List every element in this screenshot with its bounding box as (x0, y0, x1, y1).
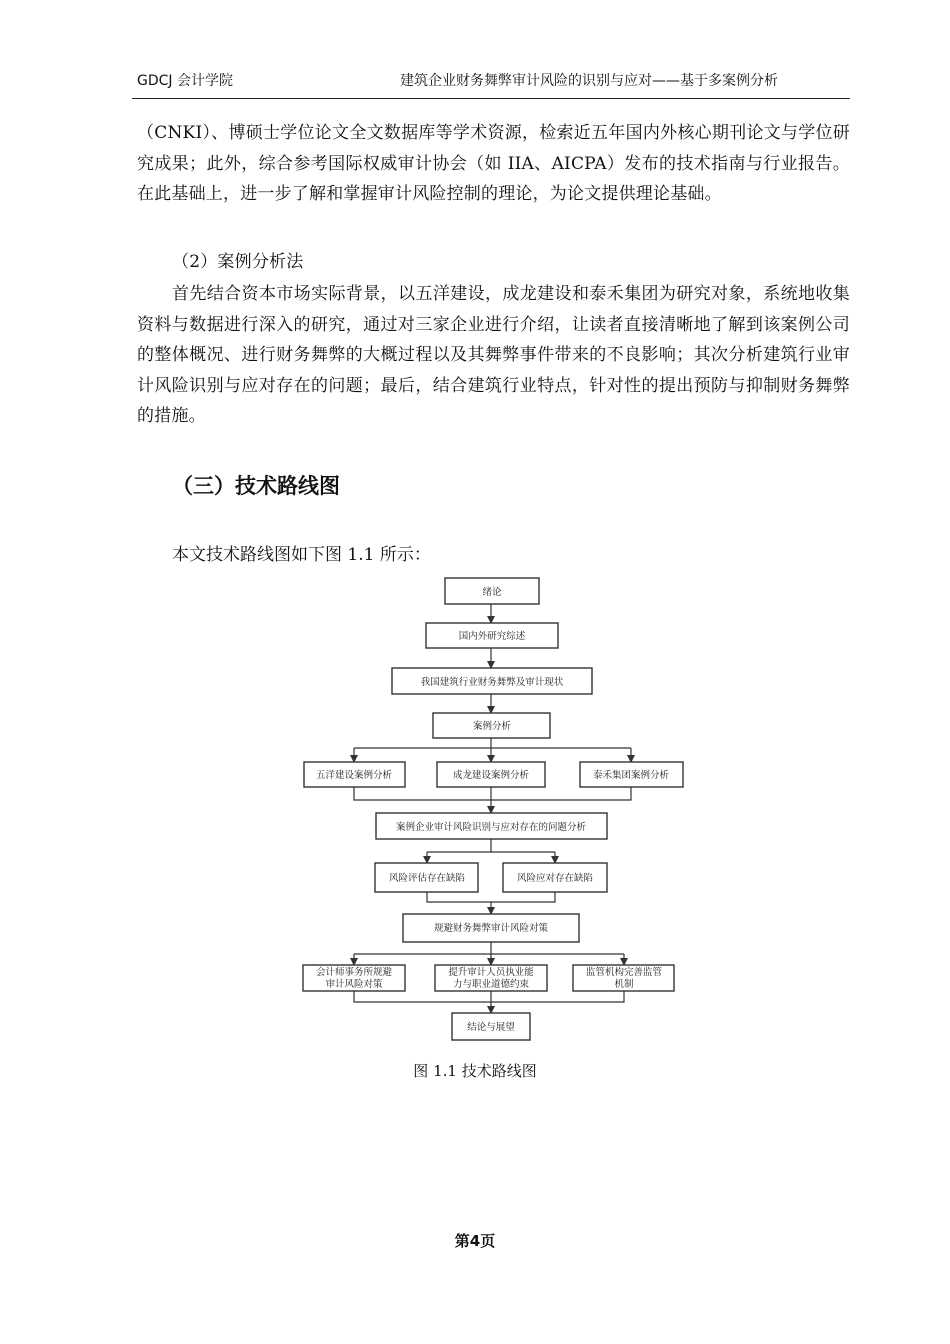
edge (354, 991, 624, 1002)
flow-node-label: 力与职业道德约束 (452, 979, 530, 990)
flow-node-label: 会计师事务所规避 (315, 967, 393, 978)
flow-node-regulatory-mechanism (573, 965, 674, 991)
flow-node-label: 成龙建设案例分析 (452, 770, 530, 781)
flow-node-case-wuyang (304, 762, 405, 787)
edge (354, 787, 631, 800)
flow-node-label: 机制 (614, 979, 634, 990)
flow-node-label: 提升审计人员执业能 (448, 967, 534, 978)
figure-caption: 图 1.1 技术路线图 (413, 1062, 537, 1080)
paragraph-case-method: 首先结合资本市场实际背景，以五洋建设，成龙建设和泰禾集团为研究对象，系统地收集资料与数据进行深入的研究，通过对三家企业进行介绍，让读者直接清晰地了解到该案例公司的整体概况、进行财务舞弊的大概过程以及其舞弊事件带来的不良影响；其次分析建筑行业审计风险识别与应对存在的问题；最后，结合建筑行业特点，针对性的提出预防与抑制财务舞弊的措施。 (137, 284, 850, 426)
flow-node-countermeasures (403, 914, 579, 942)
header-left: GDCJ 会计学院 (137, 73, 233, 89)
flow-node-industry-status (392, 668, 592, 694)
flow-node-risk-assessment-defect (375, 863, 478, 892)
flow-node-label: 结论与展望 (467, 1022, 515, 1033)
flow-node-label: 五洋建设案例分析 (315, 770, 393, 781)
flow-node-label: 审计风险对策 (325, 979, 383, 990)
flow-node-case-taihe (580, 762, 683, 787)
flow-node-literature-review (426, 623, 558, 648)
flow-node-label: 国内外研究综述 (458, 631, 526, 642)
flow-node-case-chenglong (437, 762, 545, 787)
flow-node-label: 我国建筑行业财务舞弊及审计现状 (420, 677, 564, 688)
flow-node-auditor-competence (435, 965, 547, 991)
flow-node-risk-response-defect (503, 863, 607, 892)
paragraph-literature: （CNKI）、博硕士学位论文全文数据库等学术资源，检索近五年国内外核心期刊论文与学位研究成果；此外，综合参考国际权威审计协会（如 IIA、AICPA）发布的技术指南与行业报告。在此基础上，进一步了解和掌握审计风险控制的理论，为论文提供理论基础。 (137, 123, 850, 204)
subheading-case-method: （2）案例分析法 (172, 252, 304, 272)
technical-roadmap-flowchart (290, 570, 700, 1045)
flow-node-case-analysis (433, 713, 550, 738)
flow-node-label: 绪论 (482, 587, 502, 598)
flow-node-label: 案例企业审计风险识别与应对存在的问题分析 (395, 822, 587, 833)
header-title: 建筑企业财务舞弊审计风险的识别与应对——基于多案例分析 (400, 73, 778, 89)
section-title: （三）技术路线图 (172, 474, 340, 498)
flow-node-label: 监管机构完善监管 (585, 967, 663, 978)
edge (427, 892, 555, 902)
flow-node-label: 案例分析 (472, 721, 512, 732)
flow-node-introduction (445, 578, 539, 604)
flow-node-conclusion (452, 1013, 530, 1040)
figure-intro: 本文技术路线图如下图 1.1 所示： (172, 545, 431, 565)
flow-node-label: 风险应对存在缺陷 (516, 873, 594, 884)
flow-node-label: 风险评估存在缺陷 (388, 873, 466, 884)
page-number: 第4页 (454, 1232, 496, 1250)
header-rule (132, 98, 850, 99)
flow-node-problem-analysis (376, 813, 607, 839)
flow-node-firm-countermeasures (303, 965, 405, 991)
flow-node-label: 泰禾集团案例分析 (592, 770, 670, 781)
flow-node-label: 规避财务舞弊审计风险对策 (433, 923, 549, 934)
